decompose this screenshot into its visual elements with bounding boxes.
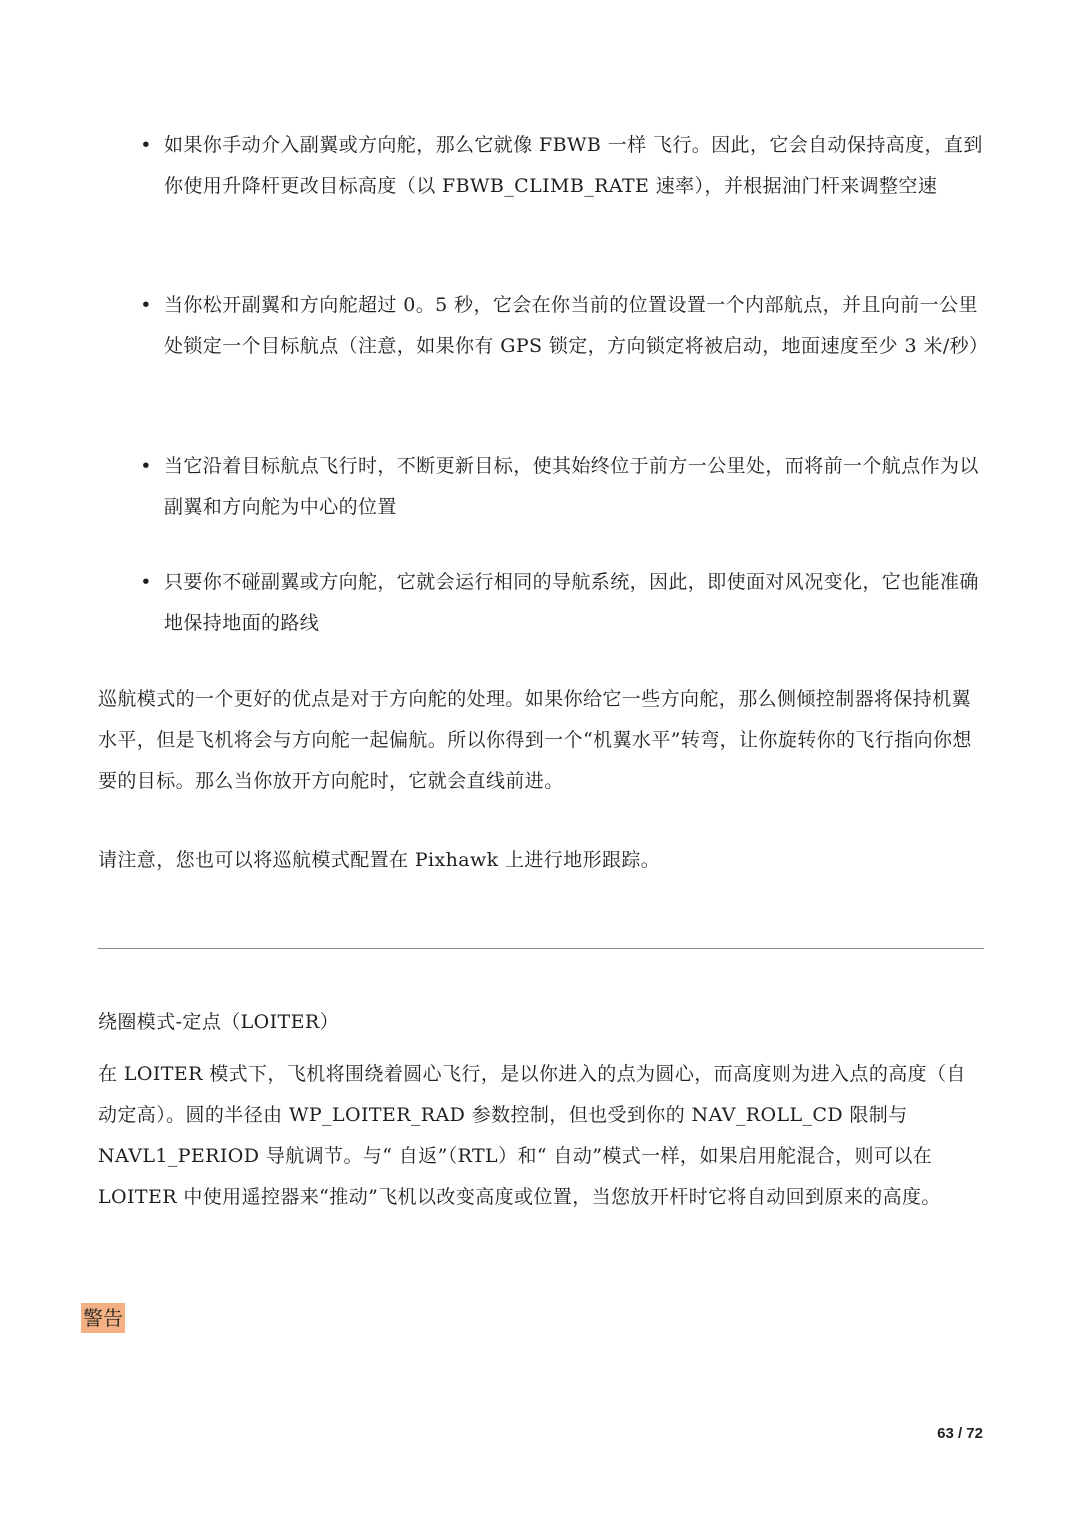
horizontal-divider [98, 948, 984, 949]
page-number: 63 / 72 [937, 1425, 983, 1442]
bullet-text-waypoint-lock: 当你松开副翼和方向舵超过 0。5 秒，它会在你当前的位置设置一个内部航点，并且向前一公里处锁定一个目标航点（注意，如果你有 GPS 锁定，方向锁定将被启动，地面速度至少 3 米/秒） [164, 294, 989, 357]
bullet-marker: • [140, 455, 152, 477]
bullet-marker: • [140, 571, 152, 593]
bullet-item [136, 446, 984, 528]
paragraph-loiter-description: 在 LOITER 模式下，飞机将围绕着圆心飞行，是以你进入的点为圆心，而高度则为进入点的高度（自动定高）。圆的半径由 WP_LOITER_RAD 参数控制，但也受到你的 NAV_ROLL_CD 限制与 NAVL1_PERIOD 导航调节。与“ 自返”（RTL）和“ 自动”模式一样，如果启用舵混合，则可以在 LOITER 中使用遥控器来“推动”飞机以改变高度或位置，当您放开杆时它将自动回到原来的高度。 [98, 1063, 966, 1208]
section-heading-loiter: 绕圈模式-定点（LOITER） [98, 1011, 339, 1033]
paragraph-pixhawk-note: 请注意，您也可以将巡航模式配置在 Pixhawk 上进行地形跟踪。 [98, 849, 661, 871]
paragraph-cruise-rudder: 巡航模式的一个更好的优点是对于方向舵的处理。如果你给它一些方向舵，那么侧倾控制器将保持机翼水平，但是飞机将会与方向舵一起偏航。所以你得到一个“机翼水平”转弯，让你旋转你的飞行指向你想要的目标。那么当你放开方向舵时，它就会直线前进。 [98, 688, 972, 792]
bullet-item [136, 285, 989, 367]
bullet-text-ground-track: 只要你不碰副翼或方向舵，它就会运行相同的导航系统，因此，即使面对风况变化，它也能准确地保持地面的路线 [164, 571, 979, 634]
bullet-marker: • [140, 134, 152, 156]
bullet-text-fbwb: 如果你手动介入副翼或方向舵，那么它就像 FBWB 一样 飞行。因此，它会自动保持高度，直到你使用升降杆更改目标高度（以 FBWB_CLIMB_RATE 速率），并根据油门杆来调整空速 [164, 134, 983, 197]
bullet-text-update-target: 当它沿着目标航点飞行时，不断更新目标，使其始终位于前方一公里处，而将前一个航点作为以副翼和方向舵为中心的位置 [164, 455, 979, 518]
bullet-item [136, 125, 984, 207]
warning-label: 警告 [81, 1303, 125, 1333]
bullet-item [136, 562, 984, 644]
bullet-marker: • [140, 294, 152, 316]
